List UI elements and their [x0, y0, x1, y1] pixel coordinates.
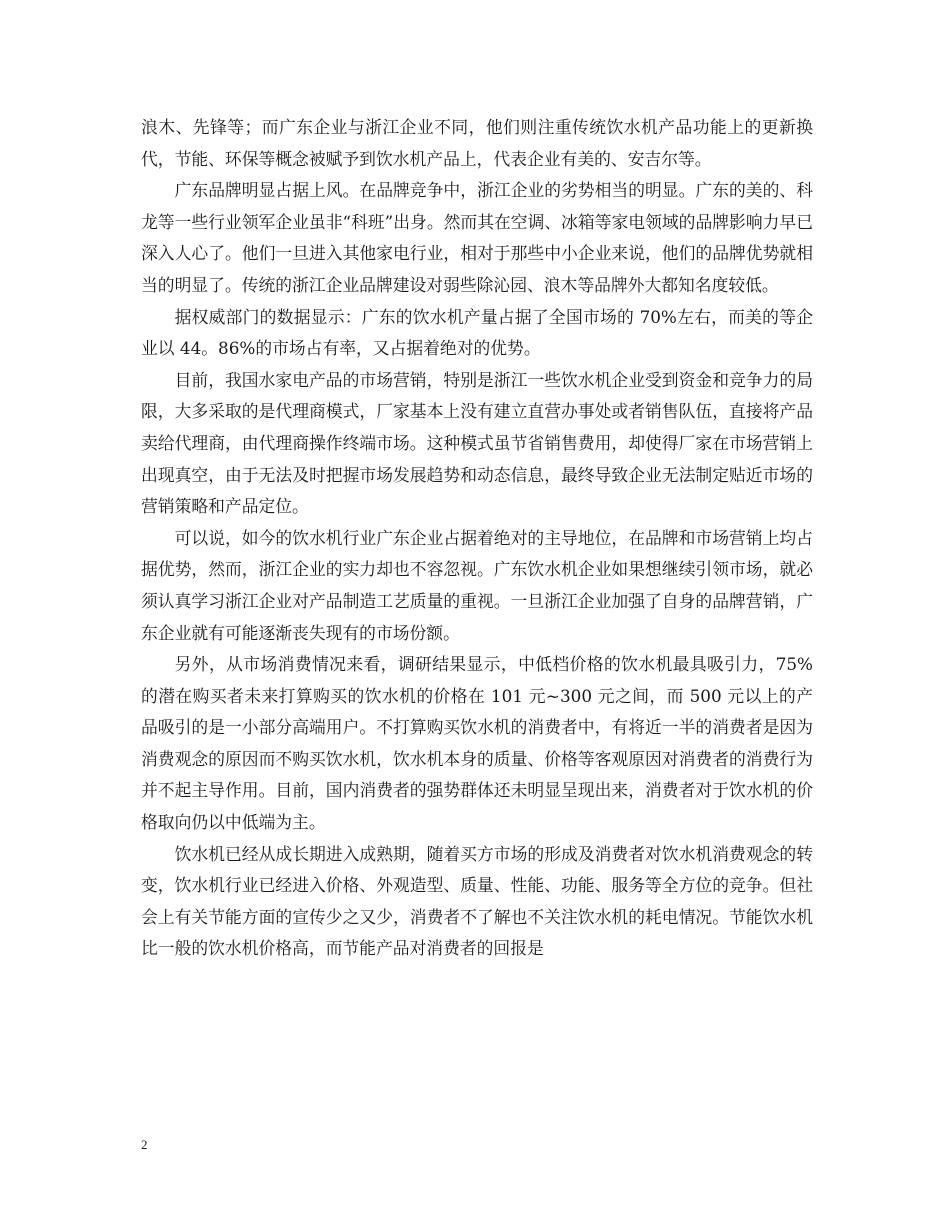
paragraph-marketing-model: 目前，我国水家电产品的市场营销，特别是浙江一些饮水机企业受到资金和竞争力的局限，大多采取的是代理商模式，厂家基本上没有建立直营办事处或者销售队伍，直接将产品卖给代理商，由代理商操作终端市场。这种模式虽节省销售费用，却使得厂家在市场营销上出现真空，由于无法及时把握市场发展趋势和动态信息，最终导致企业无法制定贴近市场的营销策略和产品定位。	[141, 369, 813, 517]
paragraph-continued: 浪木、先锋等；而广东企业与浙江企业不同，他们则注重传统饮水机产品功能上的更新换代，节能、环保等概念被赋予到饮水机产品上，代表企业有美的、安吉尔等。	[141, 117, 813, 169]
paragraph-market-data: 据权威部门的数据显示：广东的饮水机产量占据了全国市场的 70%左右，而美的等企业以 44。86%的市场占有率，又占据着绝对的优势。	[141, 306, 813, 359]
document-body	[141, 112, 813, 965]
page-number: 2	[141, 1137, 148, 1152]
paragraph-consumer-survey: 另外，从市场消费情况来看，调研结果显示，中低档价格的饮水机最具吸引力，75%的潜在购买者未来打算购买的饮水机的价格在 101 元~300 元之间，而 500 元以上的产品吸引的是一小部分高端用户。不打算购买饮水机的消费者中，有将近一半的消费者是因为消费观念的原因而不购买饮水机，饮水机本身的质量、价格等客观原因对消费者的消费行为并不起主导作用。目前，国内消费者的强势群体还未明显呈现出来，消费者对于饮水机的价格取向仍以中低端为主。	[141, 654, 813, 833]
paragraph-maturity-stage: 饮水机已经从成长期进入成熟期，随着买方市场的形成及消费者对饮水机消费观念的转变，饮水机行业已经进入价格、外观造型、质量、性能、功能、服务等全方位的竞争。但社会上有关节能方面的宣传少之又少，消费者不了解也不关注饮水机的耗电情况。节能饮水机比一般的饮水机价格高，而节能产品对消费者的回报是	[141, 843, 813, 959]
paragraph-industry-summary: 可以说，如今的饮水机行业广东企业占据着绝对的主导地位，在品牌和市场营销上均占据优势，然而，浙江企业的实力却也不容忽视。广东饮水机企业如果想继续引领市场，就必须认真学习浙江企业对产品制造工艺质量的重视。一旦浙江企业加强了自身的品牌营销，广东企业就有可能逐渐丧失现有的市场份额。	[141, 527, 813, 643]
paragraph-brand-advantage: 广东品牌明显占据上风。在品牌竞争中，浙江企业的劣势相当的明显。广东的美的、科龙等一些行业领军企业虽非“科班”出身。然而其在空调、冰箱等家电领域的品牌影响力早已深入人心了。他们一旦进入其他家电行业，相对于那些中小企业来说，他们的品牌优势就相当的明显了。传统的浙江企业品牌建设对弱些除沁园、浪木等品牌外大都知名度较低。	[141, 180, 813, 295]
